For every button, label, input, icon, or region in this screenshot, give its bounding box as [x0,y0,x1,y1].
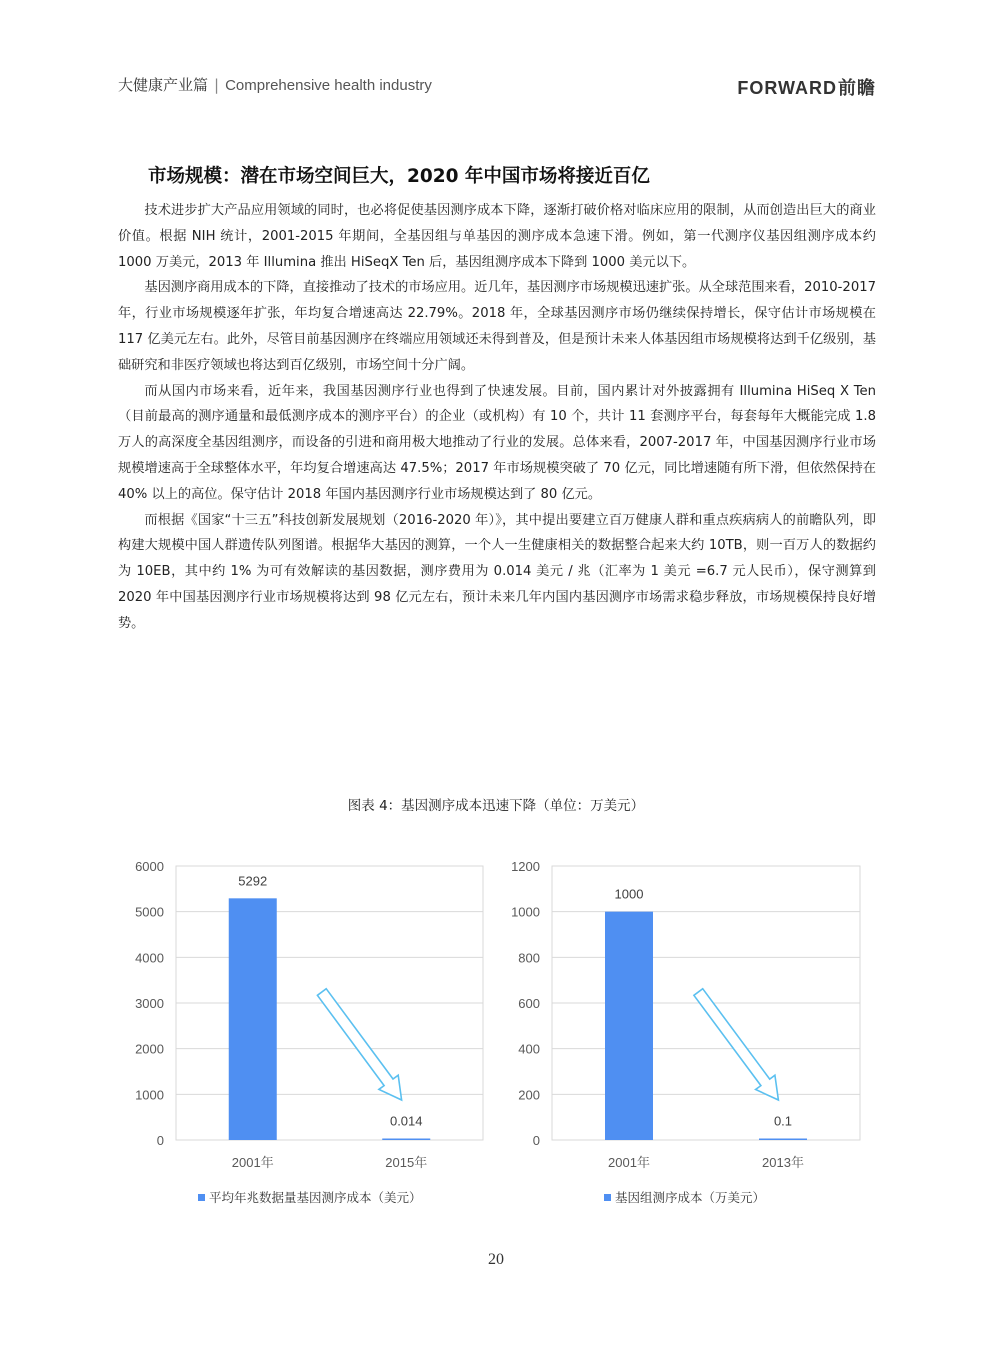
paragraph: 基因测序商用成本的下降，直接推动了技术的市场应用。近几年，基因测序市场规模迅速扩张。从全球范围来看，2010-2017 年，行业市场规模逐年扩张，年均复合增速高达 22.79%。2018 年，全球基因测序市场仍继续保持增长，保守估计市场规模在 117 亿美元左右。此外，尽管目前基因测序在终端应用领域还未得到普及，但是预计未来人体基因组市场规模将达到千亿级别，基础研究和非医疗领域也将达到百亿级别，市场空间十分广阔。 [118,280,876,373]
paragraph: 而根据《国家“十三五”科技创新发展规划（2016-2020 年）》，其中提出要建立百万健康人群和重点疾病病人的前瞻队列，即构建大规模中国人群遗传队列图谱。根据华大基因的测算，一个人一生健康相关的数据整合起来大约 10TB，则一百万人的数据约为 10EB，其中约 1% 为可有效解读的基因数据，测序费用为 0.014 美元 / 兆（汇率为 1 美元 =6.7 元人民币），保守测算到 2020 年中国基因测序行业市场规模将达到 98 亿元左右，预计未来几年内国内基因测序市场需求稳步释放，市场规模保持良好增势。 [118,512,876,631]
header-category: 大健康产业篇 [118,76,209,94]
y-tick-label: 0 [532,1133,540,1148]
chart-legend [604,1188,765,1206]
header-category-en: Comprehensive health industry [225,77,432,94]
y-tick-label: 600 [518,996,540,1011]
y-tick-label: 0 [156,1133,164,1148]
data-label: 1000 [614,886,644,902]
page-number: 20 [488,1251,504,1268]
x-tick-label: 2001年 [231,1155,274,1170]
legend-label: 基因组测序成本（万美元） [615,1190,766,1205]
y-tick-label: 1000 [135,1087,164,1103]
bar [229,898,277,1140]
trend-arrow [317,989,401,1100]
legend-swatch [198,1194,205,1201]
y-tick-label: 800 [518,950,540,966]
x-tick-label: 2001年 [608,1155,650,1170]
y-tick-label: 5000 [135,904,164,920]
header-breadcrumb [118,74,432,95]
page-header [118,74,878,100]
chart-legend [198,1188,422,1206]
paragraph: 而从国内市场来看，近年来，我国基因测序行业也得到了快速发展。目前，国内累计对外披露拥有 Illumina HiSeq X Ten（目前最高的测序通量和最低测序成本的测序平台）的企业（或机构）有 10 个，共计 11 套测序平台，每套每年大概能完成 1.8 万人的高深度全基因组测序，而设备的引进和商用极大地推动了行业的发展。总体来看，2007-2017 年，中国基因测序行业市场规模增速高于全球整体水平，年均复合增速高达 47.5%；2017 年市场规模突破了 70 亿元，同比增速随有所下滑，但依然保持在 40% 以上的高位。保守估计 2018 年国内基因测序行业市场规模达到了 80 亿元。 [118,383,876,502]
y-tick-label: 6000 [135,859,164,874]
data-label: 5292 [238,873,268,889]
bar-chart-cost-per-megabase [118,848,498,1178]
bar [382,1139,430,1141]
article-body [118,198,876,637]
y-tick-label: 1200 [511,859,540,874]
bar [759,1139,807,1141]
chart-svg [118,848,498,1178]
x-tick-label: 2013年 [762,1155,804,1170]
paragraph: 技术进步扩大产品应用领域的同时，也必将促使基因测序成本下降，逐渐打破价格对临床应用的限制，从而创造出巨大的商业价值。根据 NIH 统计，2001-2015 年期间，全基因组与单基因的测序成本急速下滑。例如，第一代测序仪基因组测序成本约 1000 万美元，2013 年 Illumina 推出 HiSeqX Ten 后，基因组测序成本下降到 1000 美元以下。 [118,203,876,270]
logo-text-cn: 前瞻 [838,78,876,99]
y-tick-label: 400 [518,1041,540,1057]
header-divider: | [214,76,220,94]
bar-chart-genome-cost [498,848,878,1178]
legend-swatch [604,1194,611,1201]
y-tick-label: 2000 [135,1041,164,1057]
y-tick-label: 4000 [135,950,164,966]
y-tick-label: 200 [518,1087,540,1103]
bar [605,912,653,1140]
section-title: 市场规模：潜在市场空间巨大，2020 年中国市场将接近百亿 [148,166,650,187]
x-tick-label: 2015年 [385,1155,428,1170]
data-label: 0.014 [389,1113,423,1129]
data-label: 0.1 [773,1113,793,1129]
y-tick-label: 1000 [511,904,540,920]
figure-caption: 图表 4：基因测序成本迅速下降（单位：万美元） [347,798,645,814]
chart-svg [498,848,878,1178]
legend-label: 平均年兆数据量基因测序成本（美元） [209,1190,422,1205]
forward-logo [737,74,876,100]
trend-arrow [694,989,779,1100]
y-tick-label: 3000 [135,996,164,1011]
logo-text: FORWARD [737,78,837,98]
